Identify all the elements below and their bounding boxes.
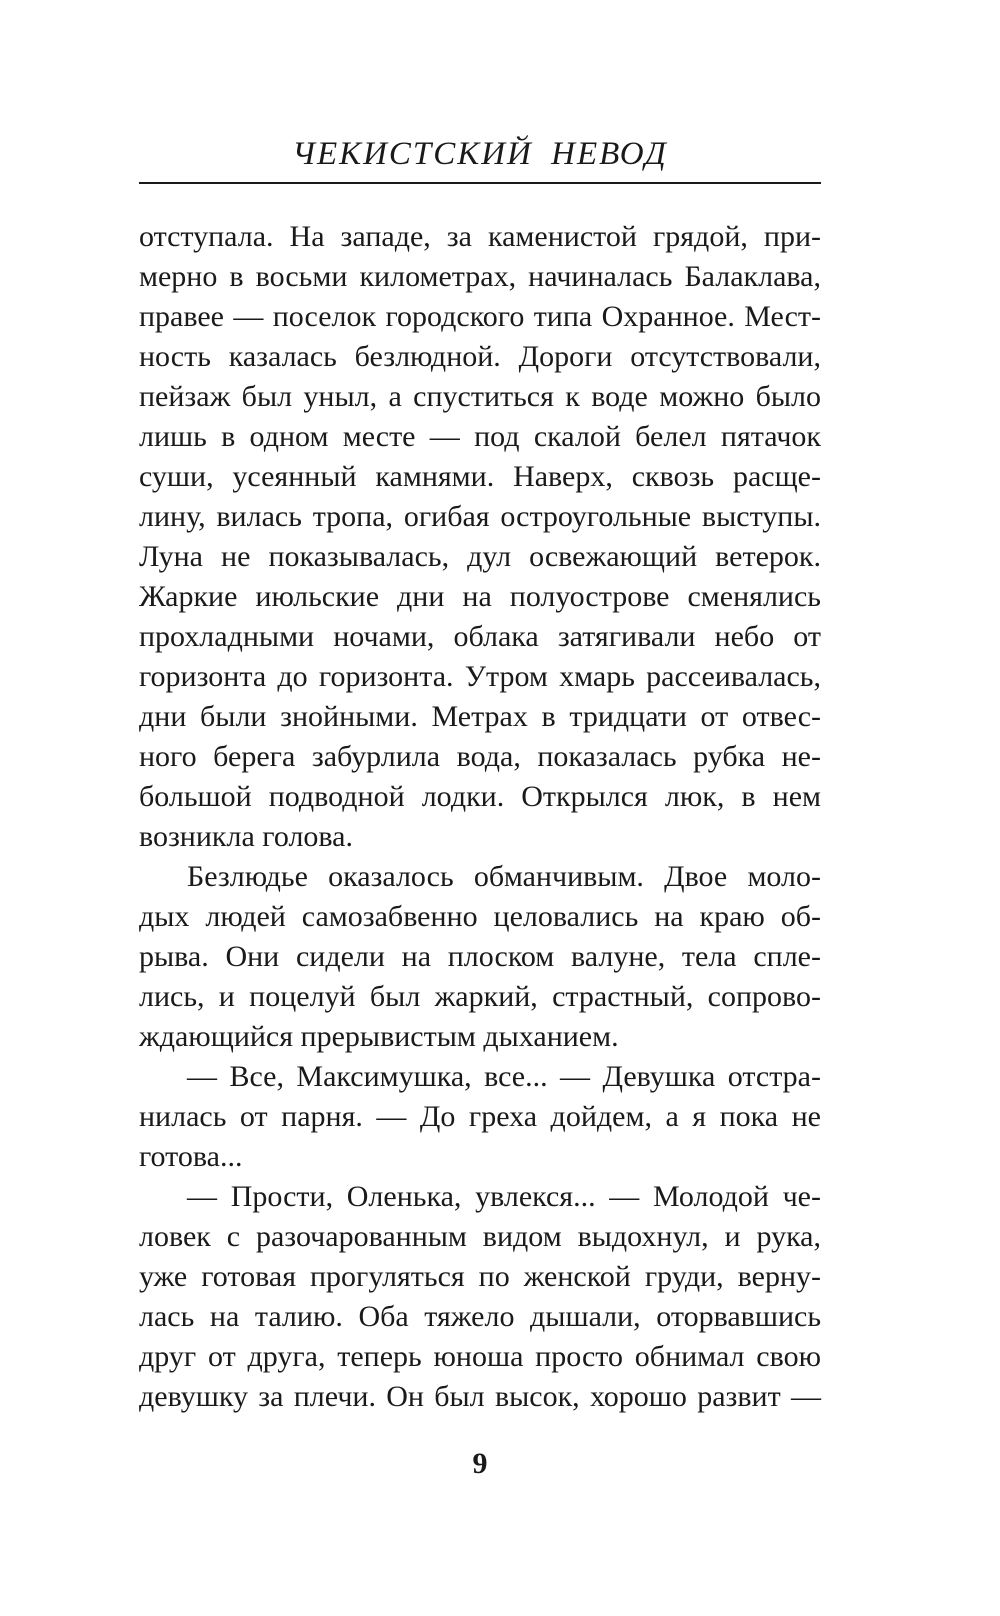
- text-line: рыва. Они сидели на плоском валуне, тела спле-: [139, 940, 821, 973]
- text-line: ждающийся прерывистым дыханием.: [139, 1020, 619, 1053]
- header-rule: [139, 182, 821, 184]
- running-head: ЧЕКИСТСКИЙ НЕВОД: [292, 136, 668, 172]
- text-line: — Все, Максимушка, все... — Девушка отстра-: [187, 1060, 821, 1093]
- text-line: нилась от парня. — До греха дойдем, а я пока не: [139, 1100, 821, 1133]
- text-line: лась на талию. Оба тяжело дышали, оторвавшись: [139, 1300, 821, 1333]
- page-number: 9: [472, 1447, 488, 1480]
- text-line: уже готовая прогуляться по женской груди, верну-: [139, 1260, 821, 1293]
- text-line: горизонта до горизонта. Утром хмарь рассеивалась,: [139, 660, 821, 693]
- text-line: суши, усеянный камнями. Наверх, сквозь расще-: [139, 460, 821, 493]
- text-line: дых людей самозабвенно целовались на краю об-: [139, 900, 821, 933]
- text-line: друг от друга, теперь юноша просто обнимал свою: [139, 1340, 821, 1373]
- text-line: пейзаж был уныл, а спуститься к воде можно было: [139, 380, 821, 413]
- text-line: лину, вилась тропа, огибая остроугольные выступы.: [139, 500, 821, 533]
- text-line: девушку за плечи. Он был высок, хорошо развит —: [139, 1380, 821, 1413]
- text-line: лись, и поцелуй был жаркий, страстный, сопрово-: [139, 980, 821, 1013]
- text-line: отступала. На западе, за каменистой грядой, при-: [139, 220, 821, 253]
- text-line: большой подводной лодки. Открылся люк, в нем: [139, 780, 821, 813]
- text-line: Луна не показывалась, дул освежающий ветерок.: [139, 540, 821, 573]
- text-line: ного берега забурлила вода, показалась рубка не-: [139, 740, 821, 773]
- text-line: мерно в восьми километрах, начиналась Балаклава,: [139, 260, 821, 293]
- text-line: готова...: [139, 1140, 243, 1173]
- text-line: — Прости, Оленька, увлекся... — Молодой че-: [187, 1180, 821, 1213]
- text-line: Безлюдье оказалось обманчивым. Двое моло-: [187, 860, 821, 893]
- text-line: лишь в одном месте — под скалой белел пятачок: [139, 420, 821, 453]
- text-line: прохладными ночами, облака затягивали небо от: [139, 620, 821, 653]
- text-line: ловек с разочарованным видом выдохнул, и рука,: [139, 1220, 821, 1253]
- text-line: возникла голова.: [139, 820, 353, 853]
- text-line: ность казалась безлюдной. Дороги отсутствовали,: [139, 340, 821, 373]
- text-line: правее — поселок городского типа Охранное. Мест-: [139, 300, 821, 333]
- body-text: [139, 217, 821, 1417]
- text-line: дни были знойными. Метрах в тридцати от отвес-: [139, 700, 821, 733]
- text-line: Жаркие июльские дни на полуострове сменялись: [139, 580, 821, 613]
